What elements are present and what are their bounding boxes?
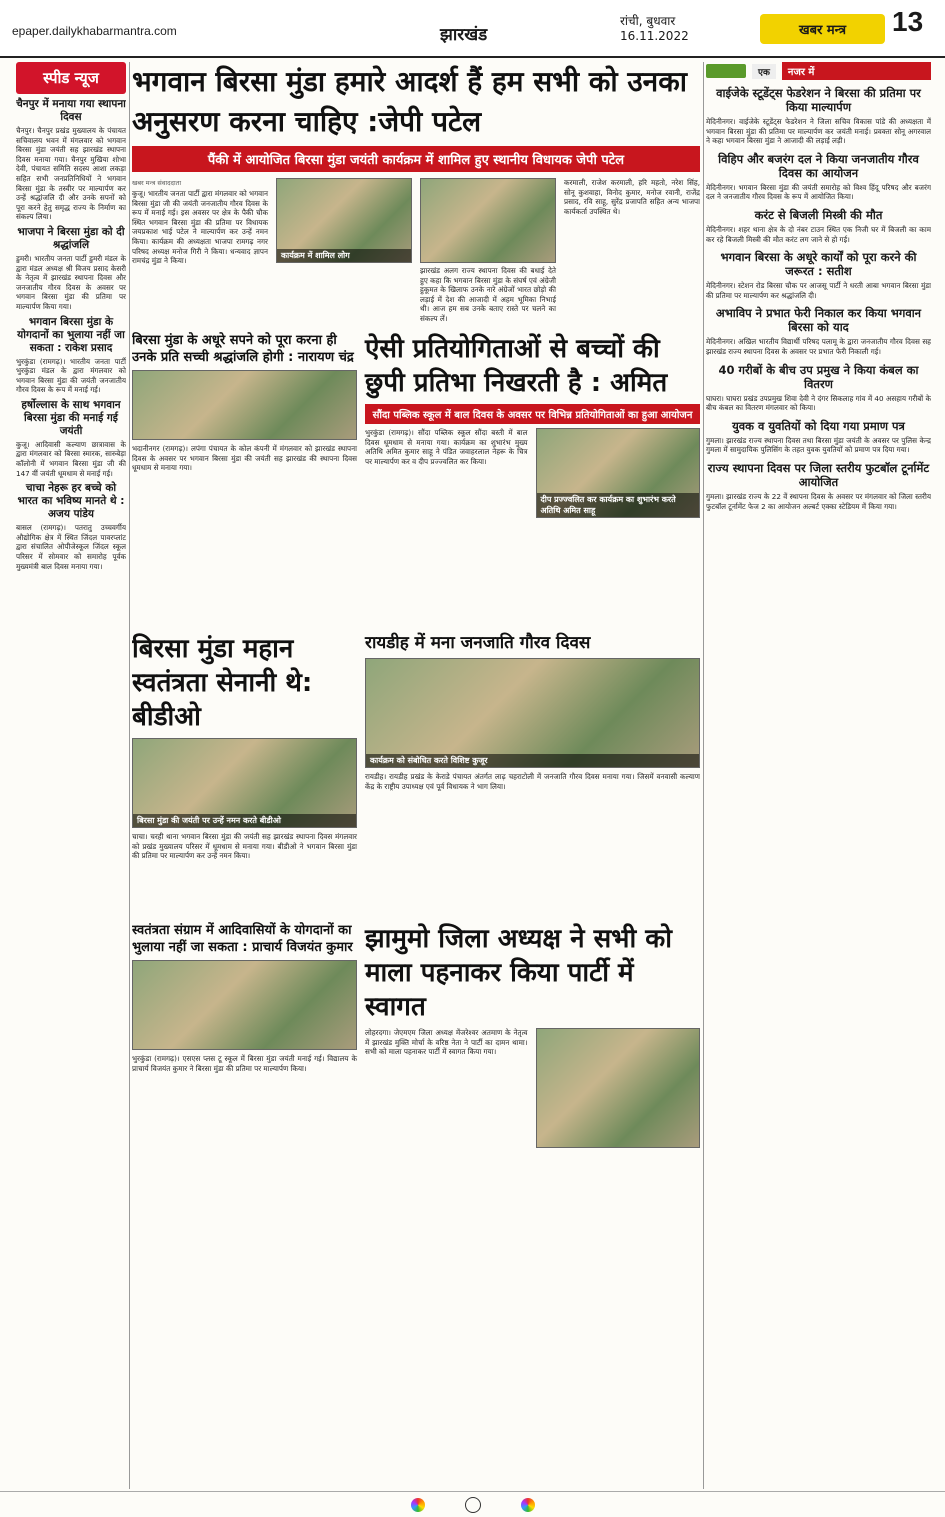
story-body: भदानीनगर (रामगढ़)। लपंगा पंचायत के कोल कंपनी में मंगलवार को झारखंड स्थापना दिवस के अवसर पर भगवान बिरसा मुंडा की जयंती सह झारखंड की स्थापना दिवस धूमधाम से मनाया गया। <box>132 444 357 473</box>
ek-label: एक <box>752 64 776 79</box>
story-body: मेदिनीनगर। भगवान बिरसा मुंडा की जयंती समारोह को विश्व हिंदू परिषद और बजरंग दल ने जनजातीय गौरव दिवस के रूप में आयोजित किया। <box>706 182 931 202</box>
story-body: मेदिनीनगर। वाईजेके स्टूडेंट्स फेडरेशन ने जिला सचिव विकास पांडे की अध्यक्षता में भगवान बिरसा मुंडा की प्रतिमा पर माल्यार्पण कर जयंती मनाई। प्रवक्ता सोनू अगरवाल ने कहा भगवान बिरसा मुंडा ने आजादी की लड़ाई लड़ी। <box>706 117 931 146</box>
right-story <box>706 461 931 511</box>
story-photo <box>132 738 357 828</box>
right-story <box>706 208 931 244</box>
story-narayan <box>132 332 357 632</box>
story-vijayant <box>132 922 357 1302</box>
column-divider <box>703 62 704 1489</box>
story-body: चैनपुर। चैनपुर प्रखंड मुख्यालय के पंचायत सचिवालय भवन में मंगलवार को भगवान बिरसा मुंडा जयंती सह झारखंड स्थापना दिवस मनाया गया। चैनपुर मुखिया शोभा देवी, पंचायत समिति सदस्य आशा लकड़ा सहित सभी जनप्रतिनिधियों ने भगवान बिरसा मुंडा के तस्वीर पर माल्यार्पण कर उन्हें श्रद्धांजलि दी और उनके सपनों को पूरा करने हेतु समृद्ध राज्य के निर्माण का संकल्प लिया। <box>16 126 126 222</box>
story-body: मेदिनीनगर। अखिल भारतीय विद्यार्थी परिषद पलामू के द्वारा जनजातीय गौरव दिवस सह झारखंड राज्य स्थापना दिवस के अवसर पर प्रभात फेरी निकाली गई। <box>706 337 931 356</box>
nazar-label: नजर में <box>782 62 931 80</box>
story-headline: ऐसी प्रतियोगिताओं से बच्चों की छुपी प्रतिभा निखरती है : अमित <box>365 334 668 398</box>
story-body: लोहरदगा। जेएमएम जिला अध्यक्ष मेंजरेश्वर अतमाण के नेतृत्व में झारखंड मुक्ति मोर्चा के वरिष्ठ नेता ने पार्टी का दामन थामा। सभी को माला पहनाकर पार्टी में स्वागत किया गया। <box>365 1028 528 1057</box>
story-body: भुरकुंडा (रामगढ़)। एसएस प्लस टू स्कूल में बिरसा मुंडा जयंती मनाई गई। विद्यालय के प्राचार्य विजयंत कुमार ने बिरसा मुंडा की प्रतिमा पर माल्यार्पण किया। <box>132 1054 357 1073</box>
story-photo <box>365 658 700 768</box>
story-photo <box>536 428 701 518</box>
left-story <box>16 482 126 571</box>
story-photo <box>536 1028 701 1148</box>
logo-icon <box>706 64 746 78</box>
story-body: गुमला। झारखंड राज्य के 22 वें स्थापना दिवस के अवसर पर मंगलवार को जिला स्तरीय फुटबॉल टूर्नामेंट फेज 2 का आयोजन अल्बर्ट एक्का स्टेडियम में किया गया। <box>706 491 931 511</box>
left-column <box>16 62 126 1489</box>
story-body: बासल (रामगढ़)। पतरातु उच्चवर्गीय औद्योगिक क्षेत्र में स्थित जिंदल पावरप्लांट द्वारा संचालित ओपीजेस्कूल जिंदल स्कूल परिसर में सोमवार को समारोह पूर्वक मुख्यमंत्री बाल दिवस मनाया गया। <box>16 523 126 571</box>
story-subheadline: सौंदा पब्लिक स्कूल में बाल दिवस के अवसर पर विभिन्न प्रतियोगिताओं का हुआ आयोजन <box>365 404 700 424</box>
story-headline: चैनपुर में मनाया गया स्थापना दिवस <box>16 98 126 123</box>
speed-news-badge: स्पीड न्यूज <box>16 62 126 94</box>
story-body: मेदिनीनगर। स्टेशन रोड बिरसा चौक पर आजसू पार्टी ने धरती आबा भगवान बिरसा मुंडा की प्रतिमा पर माल्यार्पण कर श्रद्धांजलि दी। <box>706 281 931 300</box>
main-column <box>132 62 700 1489</box>
story-headline: भगवान बिरसा के अधूरे कार्यों को पूरा करने की जरूरत : सतीश <box>720 250 917 279</box>
right-story <box>706 306 931 356</box>
story-bdo <box>132 632 357 922</box>
byline: खबर मन्त्र संवाददाता <box>132 179 182 187</box>
story-headline: राज्य स्थापना दिवस पर जिला स्तरीय फुटबॉल टूर्नामेंट आयोजित <box>707 460 930 489</box>
column-divider <box>129 62 130 1489</box>
story-amit <box>365 332 700 632</box>
dateline <box>620 14 689 44</box>
right-story <box>706 152 931 202</box>
story-headline: अभाविप ने प्रभात फेरी निकाल कर किया भगवान बिरसा को याद <box>715 306 922 335</box>
photo-caption: दीप प्रज्ज्वलित कर कार्यक्रम का शुभारंभ करते अतिथि अमित साहू <box>537 493 700 517</box>
brand-logo: खबर मन्त्र <box>760 14 885 44</box>
photo-caption: कार्यक्रम को संबोधित करते विशिष्ट कुजूर <box>366 754 699 767</box>
site-url[interactable]: epaper.dailykhabarmantra.com <box>12 24 177 38</box>
right-story <box>706 86 931 146</box>
page-number: 13 <box>892 6 924 37</box>
story-headline: बिरसा मुंडा महान स्वतंत्रता सेनानी थे: बीडीओ <box>132 634 313 732</box>
right-story <box>706 363 931 413</box>
lead-story <box>132 178 700 328</box>
story-body: रायडीह। रायडीह प्रखंड के केराडे पंचायत अंतर्गत लाढ़ चहराटोली में जनजाति गौरव दिवस मनाया गया। जिसमें वनवासी कल्याण केंद्र के राष्ट्रीय उपाध्यक्ष एवं पूर्व विधायक ने भाग लिया। <box>365 772 700 791</box>
story-headline: करंट से बिजली मिस्त्री की मौत <box>754 207 883 222</box>
story-body: घाघरा। घाघरा प्रखंड उपप्रमुख शिवा देवी ने दंगर सिकलाह गांव में 40 असहाय गरीबों के बीच कंबल का वितरण मंगलवार को किया। <box>706 393 931 413</box>
story-photo <box>132 370 357 440</box>
story-raidih <box>365 632 700 922</box>
story-body: भुरकुंडा (रामगढ़)। भारतीय जनता पार्टी भुरकुंडा मंडल के द्वारा मंगलवार को भगवान बिरसा मुंडा की जयंती जनजातीय गौरव दिवस के रूप में मनाई गई। <box>16 356 126 395</box>
story-headline: झामुमो जिला अध्यक्ष ने सभी को माला पहनाकर किया पार्टी में स्वागत <box>365 924 672 1022</box>
story-body: चाचा। चरही थाना भगवान बिरसा मुंडा की जयंती सह झारखंड स्थापना दिवस मंगलवार को प्रखंड मुख्यालय परिसर में धूमधाम से मनाया गया। बीडीओ ने भगवान बिरसा मुंडा की प्रतिमा पर माल्यार्पण कर उन्हें नमन किया। <box>132 832 357 861</box>
left-story <box>16 226 126 312</box>
story-headline: भाजपा ने बिरसा मुंडा को दी श्रद्धांजलि <box>17 225 125 251</box>
story-body: कुजू। आदिवासी कल्याण छात्रावास के द्वारा मंगलवार को बिरसा स्मारक, सारुबेड़ा कॉलोनी में भगवान बिरसा मुंडा जी की 147 वीं जयंती धूमधाम से मनाई गई। <box>16 439 126 478</box>
story-headline: रायडीह में मना जनजाति गौरव दिवस <box>365 633 591 653</box>
left-story <box>16 316 126 395</box>
story-headline: बिरसा मुंडा के अधूरे सपने को पूरा करना ही उनके प्रति सच्ची श्रद्धांजलि होगी : नारायण चंद्र <box>132 333 354 365</box>
color-register-icon <box>411 1498 425 1512</box>
story-photo <box>132 960 357 1050</box>
left-story <box>16 399 126 478</box>
lead-headline: भगवान बिरसा मुंडा हमारे आदर्श हैं हम सभी को उनका अनुसरण करना चाहिए :जेपी पटेल <box>132 65 687 138</box>
story-headline: वाईजेके स्टूडेंट्स फेडरेशन ने बिरसा की प्रतिमा पर किया माल्यार्पण <box>716 86 921 114</box>
section-title: झारखंड <box>440 25 488 45</box>
story-headline: भगवान बिरसा मुंडा के योगदानों का भुलाया नहीं जा सकता : राकेश प्रसाद <box>17 315 125 354</box>
story-body: कुजू। भारतीय जनता पार्टी द्वारा मंगलवार को भगवान बिरसा मुंडा जी की जयंती जनजातीय गौरव दिवस के रूप में मनाई गई। इस अवसर पर क्षेत्र के पैकी चौक स्थित भगवान बिरसा मुंडा की प्रतिमा पर विधायक जयप्रकाश भाई पटेल ने माल्यार्पण कर उन्हें नमन किया। कार्यक्रम की अध्यक्षता भाजपा रामगढ़ नगर परिषद अध्यक्ष मनोज गिरी ने किया। धन्यवाद ज्ञापन रामचंद्र मुंडा ने किया। <box>132 189 268 266</box>
story-headline: युवक व युवतियों को दिया गया प्रमाण पत्र <box>732 418 905 433</box>
story-body: झारखंड अलग राज्य स्थापना दिवस की बधाई देते हुए कहा कि भगवान बिरसा मुंडा के संघर्ष एवं अंग्रेजी हुकूमत के खिलाफ उनके नारे अंग्रेजों भारत छोड़ो की लड़ाई में देश की आजादी में अहम भूमिका निभाई थी। आज हम सब उनके बताए रास्ते पर चलने का संकल्प लें। <box>420 266 556 323</box>
story-headline: चाचा नेहरू हर बच्चे को भारत का भविष्य मानते थे : अजय पांडेय <box>17 482 125 521</box>
right-column <box>706 62 931 1489</box>
story-headline: विहिप और बजरंग दल ने किया जनजातीय गौरव दिवस का आयोजन <box>718 151 919 180</box>
city-day: रांची, बुधवार <box>620 14 676 28</box>
masthead <box>0 0 945 58</box>
story-headline: स्वतंत्रता संग्राम में आदिवासियों के योगदानों का भुलाया नहीं जा सकता : प्राचार्य विजयंत कुमार <box>132 923 353 955</box>
lead-subheadline: पैंकी में आयोजित बिरसा मुंडा जयंती कार्यक्रम में शामिल हुए स्थानीय विधायक जेपी पटेल <box>132 146 700 172</box>
photo-caption: बिरसा मुंडा की जयंती पर उन्हें नमन करते बीडीओ <box>133 814 356 827</box>
story-headline: हर्षोल्लास के साथ भगवान बिरसा मुंडा की मनाई गई जयंती <box>21 398 121 437</box>
story-headline: 40 गरीबों के बीच उप प्रमुख ने किया कंबल का वितरण <box>718 362 919 391</box>
story-jmm <box>365 922 700 1302</box>
left-story <box>16 98 126 222</box>
registration-mark-icon <box>465 1497 481 1513</box>
right-story <box>706 250 931 300</box>
color-register-icon <box>521 1498 535 1512</box>
story-body: मेदिनीनगर। शहर थाना क्षेत्र के दो नंबर टाउन स्थित एक निजी घर में बिजली का काम कर रहे बिजली मिस्त्री की मौत करंट लग जाने से हो गई। <box>706 224 931 244</box>
story-body: करमाली, राजेश करमाली, हरि महतो, नरेश सिंह, सोनू कुशवाहा, विनोद कुमार, मनोज रवानी, राजेंद्र प्रसाद, रवि साहू, सुरेंद्र प्रजापति सहित अन्य भाजपा कार्यकर्ता उपस्थित थे। <box>564 178 700 216</box>
story-body: गुमला। झारखंड राज्य स्थापना दिवस तथा बिरसा मुंडा जयंती के अवसर पर पुलिस केन्द्र गुमला में सामुदायिक पुलिसिंग के तहत युवक युवतियों को प्रमाण पत्र दिया गया। <box>706 435 931 455</box>
ek-nazar-header <box>706 62 931 80</box>
right-story <box>706 419 931 455</box>
story-body: भुरकुंडा (रामगढ़)। सौंदा पब्लिक स्कूल सौंदा बस्ती में बाल दिवस धूमधाम से मनाया गया। कार्यक्रम का शुभारंभ मुख्य अतिथि अमित कुमार साहू ने पंडित जवाहरलाल नेहरू के चित्र पर माल्यार्पण कर व दीप प्रज्ज्वलित कर किया। <box>365 428 528 466</box>
story-body: डुमरी। भारतीय जनता पार्टी डुमरी मंडल के द्वारा मंडल अध्यक्ष श्री विजय प्रसाद केसरी के नेतृत्व में झारखंड स्थापना दिवस और जनजातीय गौरव दिवस के अवसर पर भगवान बिरसा मुंडा की प्रतिमा पर माल्यार्पण किया गया। <box>16 253 126 311</box>
lead-photo-2 <box>420 178 556 263</box>
lead-photo <box>276 178 412 263</box>
photo-caption: कार्यक्रम में शामिल लोग <box>277 249 411 262</box>
issue-date: 16.11.2022 <box>620 29 689 43</box>
print-marks <box>0 1491 945 1517</box>
